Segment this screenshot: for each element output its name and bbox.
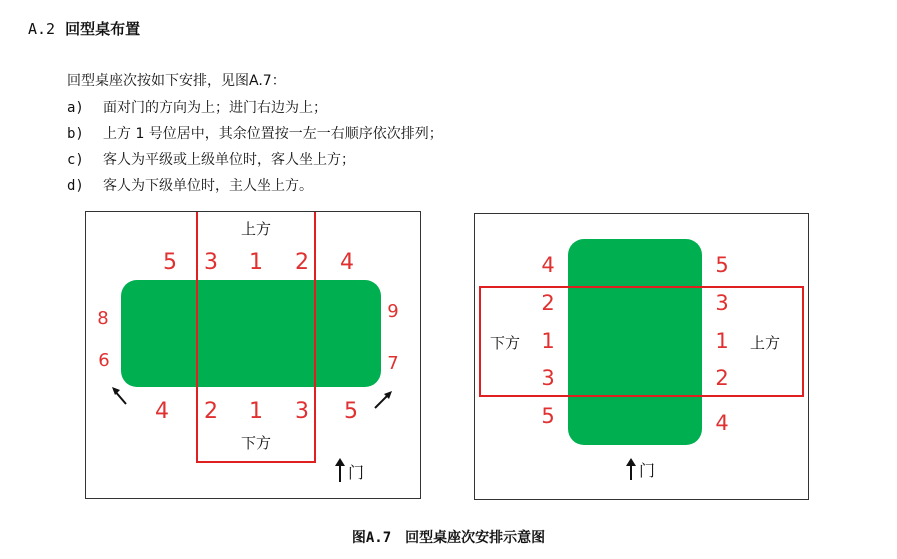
section-number: A.2 <box>28 20 56 38</box>
seat-number: 1 <box>715 329 729 353</box>
list-text: 客人为下级单位时，主人坐上方。 <box>103 178 313 194</box>
list-text: 客人为平级或上级单位时，客人坐上方； <box>103 152 355 168</box>
seat-number: 3 <box>295 399 309 424</box>
figure-vertical-table <box>474 213 809 500</box>
seat-number: 7 <box>387 353 399 374</box>
seat-number: 2 <box>715 366 729 390</box>
vertical-table-diagram <box>475 214 808 499</box>
figure-title: 回型桌座次安排示意图 <box>405 530 546 546</box>
bottom-label: 下方 <box>240 434 272 452</box>
table-shape <box>121 280 381 387</box>
seat-number: 5 <box>163 250 177 275</box>
seat-number: 8 <box>97 308 109 329</box>
seat-number: 9 <box>387 301 399 322</box>
seat-number: 4 <box>541 253 555 277</box>
list-marker: a) <box>67 100 84 116</box>
horizontal-table-diagram <box>86 212 420 498</box>
seat-number: 1 <box>249 399 263 424</box>
top-label: 上方 <box>240 220 272 238</box>
seat-number: 2 <box>295 250 309 275</box>
list-text: 上方 1 号位居中，其余位置按一左一右顺序依次排列； <box>103 126 443 142</box>
seat-number: 3 <box>541 366 555 390</box>
left-label: 下方 <box>489 334 521 352</box>
section-heading <box>28 18 140 39</box>
figure-code: 图A.7 <box>351 530 392 546</box>
seat-number: 1 <box>249 250 263 275</box>
list-item <box>67 175 313 195</box>
seat-number: 4 <box>340 250 354 275</box>
arrow-up-right-icon <box>375 391 392 408</box>
seat-number: 3 <box>204 250 218 275</box>
arrow-up-left-icon <box>112 387 126 404</box>
intro-text: 回型桌座次按如下安排，见图A.7： <box>67 73 286 89</box>
seat-number: 1 <box>541 329 555 353</box>
table-shape <box>568 239 702 445</box>
seat-number: 2 <box>204 399 218 424</box>
list-marker: c) <box>67 152 84 168</box>
figure-horizontal-table <box>85 211 421 499</box>
seat-number: 4 <box>155 399 169 424</box>
door-label: 门 <box>348 463 365 482</box>
figure-caption <box>0 527 897 547</box>
seat-number: 2 <box>541 291 555 315</box>
list-marker: b) <box>67 126 84 142</box>
arrow-up-icon <box>335 458 345 482</box>
list-item <box>67 123 443 143</box>
arrow-up-icon <box>626 458 636 480</box>
list-marker: d) <box>67 178 84 194</box>
seat-number: 5 <box>344 399 358 424</box>
seat-number: 6 <box>98 350 110 371</box>
list-item <box>67 149 355 169</box>
seat-number: 3 <box>715 291 729 315</box>
door-label: 门 <box>639 461 656 480</box>
seat-number: 5 <box>541 404 555 428</box>
right-label: 上方 <box>749 334 781 352</box>
seat-number: 4 <box>715 411 729 435</box>
list-text: 面对门的方向为上；进门右边为上； <box>103 100 327 116</box>
section-title: 回型桌布置 <box>65 20 141 38</box>
seat-number: 5 <box>715 253 729 277</box>
list-item <box>67 97 327 117</box>
